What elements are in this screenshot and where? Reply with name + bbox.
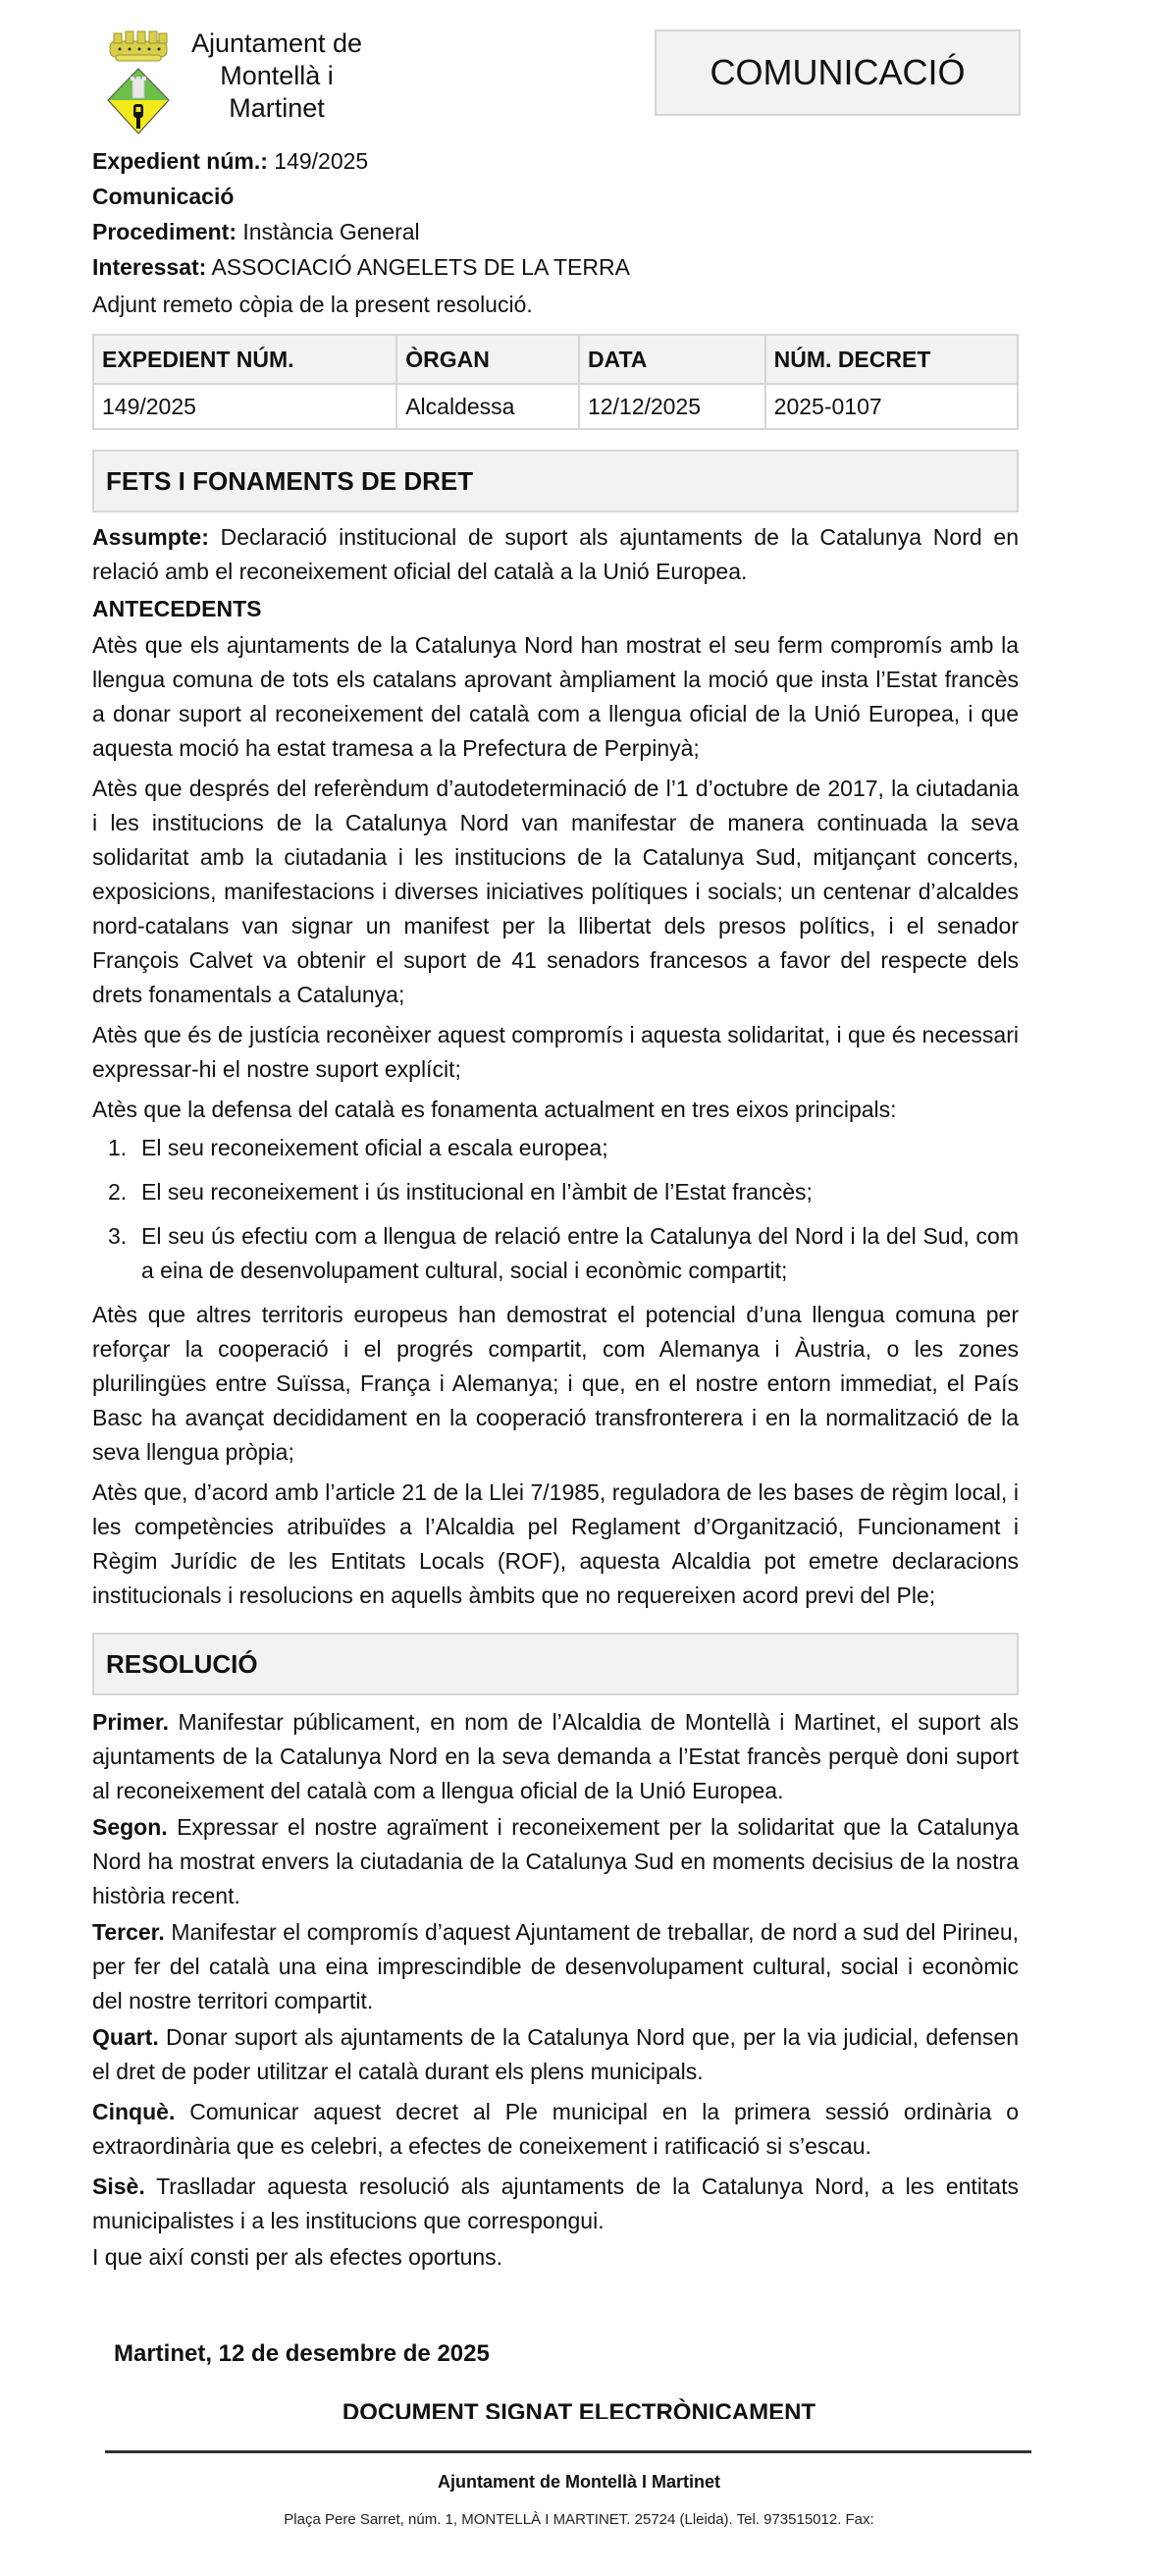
antecedent-paragraph-5: Atès que altres territoris europeus han demostrat el potencial d’una llengua comuna per reforçar la cooperació i el progrés compartit, com Alemanya i Àustria, o les zones plurilingües entre Suïssa, França i Alemanya; i que, en el nostre entorn immediat, el País Basc ha avançat decididament en la cooperació transfronterera i en la normalització de la seva llengua pròpia; <box>92 1302 1019 1465</box>
cell-organ: Alcaldessa <box>396 384 579 429</box>
list-item-text: El seu reconeixement oficial a escala europea; <box>141 1135 608 1160</box>
document-body <box>92 143 1019 2275</box>
expedient-line <box>92 143 1019 179</box>
decree-table <box>92 334 1019 430</box>
facts-section-title: FETS I FONAMENTS DE DRET <box>92 450 1019 512</box>
resolution-item-label: Tercer. <box>92 1919 165 1945</box>
list-item-number: 2. <box>108 1179 128 1205</box>
procediment-line <box>92 214 1019 249</box>
logo-line-3: Martinet <box>229 93 325 123</box>
resolution-item-label: Cinquè. <box>92 2099 176 2124</box>
procediment-label: Procediment: <box>92 219 237 244</box>
intro-text: Adjunt remeto còpia de la present resolució. <box>92 292 533 317</box>
antecedents-heading: ANTECEDENTS <box>92 596 262 621</box>
logo-line-1: Ajuntament de <box>190 28 363 58</box>
interessat-value: ASSOCIACIÓ ANGELETS DE LA TERRA <box>211 254 630 280</box>
coat-of-arms-icon <box>106 27 171 137</box>
axes-list <box>92 1131 1019 1288</box>
cell-expedient: 149/2025 <box>93 384 396 429</box>
municipality-name <box>179 27 375 125</box>
list-item-number: 1. <box>108 1135 128 1160</box>
col-header-organ: ÒRGAN <box>396 335 579 384</box>
assumpte-paragraph <box>92 520 1019 589</box>
col-header-data: DATA <box>579 335 765 384</box>
resolution-item-text: Expressar el nostre agraïment i reconeixement per la solidaritat que la Catalunya Nord ha mostrat envers la ciutadania de la Catalunya Sud en moments decisius de la nostra història recent. <box>92 1814 1019 1908</box>
resolution-item-tercer <box>92 1915 1019 2018</box>
resolution-item-label: Primer. <box>92 1709 169 1735</box>
antecedent-paragraph-2: Atès que després del referèndum d’autodeterminació de l’1 d’octubre de 2017, la ciutadania i les institucions de la Catalunya Nord van manifestar de manera continuada la seva solidaritat amb la ciutadania i les institucions de la Catalunya Sud, mitjançant concerts, exposicions, manifestacions i diverses iniciatives polítiques i socials; un centenar d’alcaldes nord-catalans van signar un manifest per la llibertat dels presos polítics, i el senador François Calvet va obtenir el suport de 41 senadors francesos a favor del respecte dels drets fonamentals a Catalunya; <box>92 776 1019 1007</box>
municipality-logo <box>106 27 381 137</box>
closing-statement: I que així consti per als efectes oportuns. <box>92 2244 503 2270</box>
resolution-item-text: Manifestar públicament, en nom de l’Alcaldia de Montellà i Martinet, el suport als ajuntaments de la Catalunya Nord en la seva demanda a l’Estat francès perquè doni suport al reconeixement del català com a llengua oficial de la Unió Europea. <box>92 1709 1020 1803</box>
list-item-text: El seu ús efectiu com a llengua de relació entre la Catalunya del Nord i la del Sud, com a eina de desenvolupament cultural, social i econòmic compartit; <box>141 1223 1019 1283</box>
footer-organization-name: Ajuntament de Montellà I Martinet <box>437 2472 721 2492</box>
cell-data: 12/12/2025 <box>579 384 765 429</box>
resolution-item-segon <box>92 1810 1019 1913</box>
footer-divider <box>105 2450 1031 2453</box>
list-item <box>92 1219 1019 1288</box>
footer-address: Plaça Pere Sarret, núm. 1, MONTELLÀ I MARTINET. 25724 (Lleida). Tel. 973515012. Fax: <box>284 2511 874 2528</box>
col-header-expedient: EXPEDIENT NÚM. <box>93 335 396 384</box>
resolution-section-title: RESOLUCIÓ <box>92 1633 1019 1695</box>
resolution-item-quart <box>92 2020 1019 2089</box>
resolution-item-sise <box>92 2170 1019 2238</box>
antecedent-paragraph-4: Atès que la defensa del català es fonamenta actualment en tres eixos principals: <box>92 1097 897 1122</box>
interessat-line <box>92 249 1019 285</box>
list-item <box>92 1175 1019 1209</box>
expedient-value: 149/2025 <box>274 148 369 174</box>
list-item <box>92 1131 1019 1165</box>
list-item-number: 3. <box>108 1223 128 1249</box>
resolution-item-label: Quart. <box>92 2024 159 2050</box>
resolution-item-text: Manifestar el compromís d’aquest Ajuntament de treballar, de nord a sud del Pirineu, per fer del català una eina imprescindible de desenvolupament cultural, social i econòmic del nostre territori compartit. <box>92 1919 1020 2013</box>
resolution-item-label: Segon. <box>92 1814 168 1840</box>
resolution-item-text: Comunicar aquest decret al Ple municipal en la primera sessió ordinària o extraordinària que es celebri, a efectes de coneixement i ratificació si s’escau. <box>92 2099 1020 2159</box>
document-type-box: COMUNICACIÓ <box>655 29 1021 116</box>
place-and-date: Martinet, 12 de desembre de 2025 <box>114 2340 490 2367</box>
antecedent-paragraph-6: Atès que, d’acord amb l’article 21 de la Llei 7/1985, reguladora de les bases de règim local, i les competències atribuïdes a l’Alcaldia pel Reglament d’Organització, Funcionament i Règim Jurídic de les Entitats Locals (ROF), aquesta Alcaldia pot emetre declaracions institucionals i resolucions en aquells àmbits que no requereixen acord previ del Ple; <box>92 1479 1019 1608</box>
resolution-item-text: Donar suport als ajuntaments de la Catalunya Nord que, per la via judicial, defensen el dret de poder utilitzar el català durant els plens municipals. <box>92 2024 1019 2084</box>
assumpte-label: Assumpte: <box>92 524 209 550</box>
cell-decree-num: 2025-0107 <box>765 384 1018 429</box>
procediment-value: Instància General <box>242 219 420 244</box>
resolution-item-label: Sisè. <box>92 2174 145 2199</box>
type-line <box>92 179 1019 214</box>
interessat-label: Interessat: <box>92 254 207 280</box>
table-row <box>93 384 1018 429</box>
antecedent-paragraph-3: Atès que és de justícia reconèixer aquest compromís i aquesta solidaritat, i que és necessari expressar-hi el nostre suport explícit; <box>92 1022 1019 1082</box>
assumpte-text: Declaració institucional de suport als ajuntaments de la Catalunya Nord en relació amb el reconeixement oficial del català a la Unió Europea. <box>92 524 1020 584</box>
signature-notice-clip <box>0 2393 1158 2419</box>
list-item-text: El seu reconeixement i ús institucional en l’àmbit de l’Estat francès; <box>141 1179 813 1205</box>
col-header-decree-num: NÚM. DECRET <box>765 335 1018 384</box>
type-label: Comunicació <box>92 184 235 209</box>
electronic-signature-notice: DOCUMENT SIGNAT ELECTRÒNICAMENT <box>342 2399 816 2419</box>
resolution-item-cinque <box>92 2095 1019 2164</box>
resolution-item-text: Traslladar aquesta resolució als ajuntaments de la Catalunya Nord, a les entitats municipalistes i a les institucions que correspongui. <box>92 2174 1019 2233</box>
expedient-label: Expedient núm.: <box>92 148 268 174</box>
logo-line-2: Montellà i <box>220 61 334 90</box>
resolution-item-primer <box>92 1705 1019 1808</box>
antecedent-paragraph-1: Atès que els ajuntaments de la Catalunya Nord han mostrat el seu ferm compromís amb la llengua comuna de tots els catalans aprovant àmpliament la moció que insta l’Estat francès a donar suport al reconeixement del català com a llengua oficial de la Unió Europea, i que aquesta moció ha estat tramesa a la Prefectura de Perpinyà; <box>92 632 1019 761</box>
table-header-row <box>93 335 1018 384</box>
